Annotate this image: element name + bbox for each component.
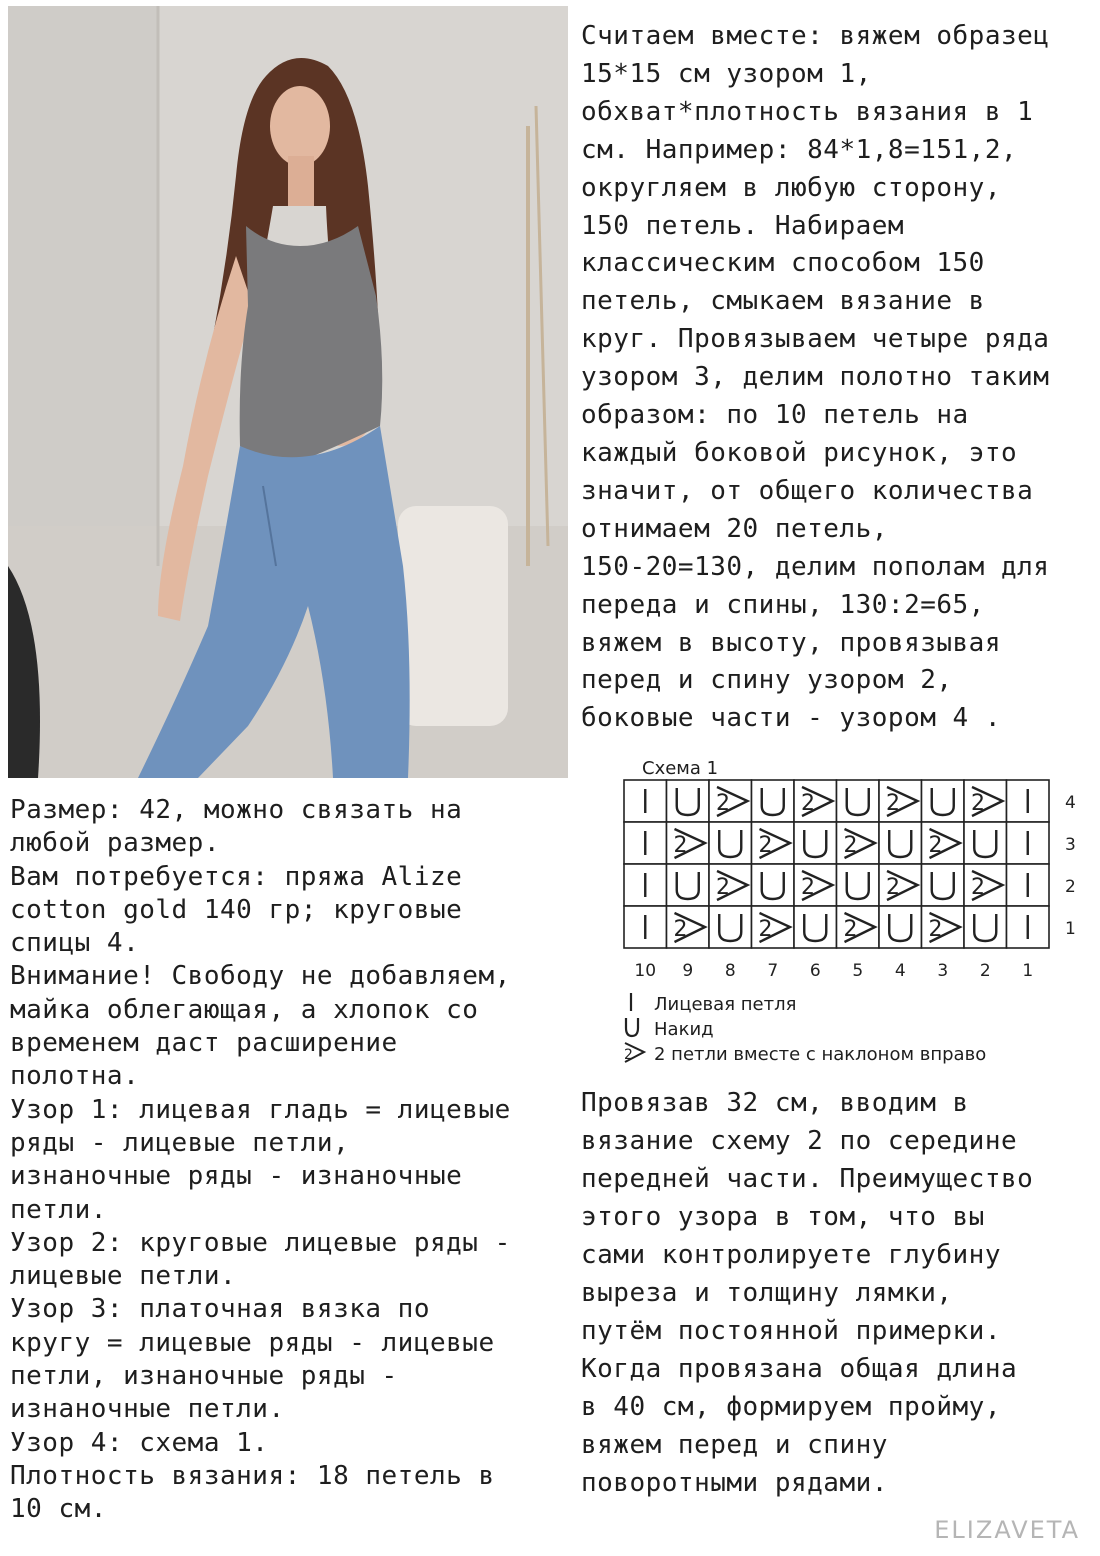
text-line: Плотность вязания: 18 петель в <box>10 1460 495 1491</box>
text-line: лицевые петли. <box>10 1261 237 1292</box>
text-line: ряды - лицевые петли, <box>10 1127 350 1158</box>
text-line: отнимаем 20 петель, <box>581 513 888 544</box>
text-line: Вам потребуется: пряжа Alize <box>10 861 463 892</box>
column-label: 8 <box>724 961 736 981</box>
text-line: вязание схему 2 по середине <box>581 1126 1018 1156</box>
text-line: путём постоянной примерки. <box>581 1316 1001 1346</box>
text-line: образом: по 10 петель на <box>581 400 969 431</box>
row-label: 1 <box>1065 919 1076 939</box>
svg-text:2: 2 <box>971 875 985 900</box>
text-line: см. Например: 84*1,8=151,2, <box>581 134 1018 165</box>
column-label: 10 <box>634 961 657 981</box>
text-line: 150-20=130, делим пополам для <box>581 551 1050 582</box>
text-line: петли. <box>10 1194 107 1225</box>
watermark: ELIZAVETA <box>934 1516 1080 1544</box>
text-line: боковые части - узором 4 . <box>581 703 1001 734</box>
knitting-chart <box>620 778 1080 988</box>
text-line: круг. Провязываем четыре ряда <box>581 324 1050 355</box>
text-line: округляем в любую сторону, <box>581 172 1001 203</box>
text-line: cotton gold 140 гр; круговые <box>10 894 463 925</box>
model-photo <box>8 6 568 778</box>
text-line: выреза и толщину лямки, <box>581 1278 953 1308</box>
knit-stitch-icon <box>622 990 648 1014</box>
text-line: этого узора в том, что вы <box>581 1202 985 1232</box>
text-line: майка облегающая, а хлопок со <box>10 994 479 1025</box>
text-line: классическим способом 150 <box>581 248 985 279</box>
legend-item <box>622 1017 986 1042</box>
text-line: 15*15 см узором 1, <box>581 58 872 89</box>
row-label: 3 <box>1065 835 1076 855</box>
text-line: полотна. <box>10 1061 140 1092</box>
text-line: Узор 1: лицевая гладь = лицевые <box>10 1094 511 1125</box>
svg-text:2: 2 <box>673 833 688 858</box>
svg-text:2: 2 <box>624 1047 633 1063</box>
text-line: петли, изнаночные ряды - <box>10 1361 398 1392</box>
text-line: Считаем вместе: вяжем образец <box>581 21 1050 51</box>
text-line: спицы 4. <box>10 928 140 959</box>
text-line: Когда провязана общая длина <box>581 1354 1018 1384</box>
text-line: Узор 4: схема 1. <box>10 1427 269 1458</box>
text-line: кругу = лицевые ряды - лицевые <box>10 1327 495 1358</box>
column-label: 9 <box>682 961 694 981</box>
chart-legend <box>622 992 986 1067</box>
column-label: 7 <box>767 961 779 981</box>
text-line: сами контролируете глубину <box>581 1240 1001 1270</box>
svg-text:2: 2 <box>673 917 688 942</box>
legend-item <box>622 992 986 1017</box>
schema-title: Схема 1 <box>642 758 719 779</box>
text-line: петель, смыкаем вязание в <box>581 286 985 317</box>
text-line: изнаночные петли. <box>10 1394 285 1425</box>
svg-text:2: 2 <box>886 875 900 900</box>
svg-text:2: 2 <box>886 791 900 816</box>
text-line: вяжем в высоту, провязывая <box>581 627 1001 658</box>
legend-item <box>622 1042 986 1067</box>
column-label: 5 <box>852 961 864 981</box>
legend-text: Накид <box>654 1019 714 1040</box>
text-line: переда и спины, 130:2=65, <box>581 589 985 620</box>
column-label: 1 <box>1022 961 1034 981</box>
text-line: Узор 3: платочная вязка по <box>10 1294 430 1325</box>
text-line: 150 петель. Набираем <box>581 210 905 241</box>
materials-text <box>10 794 511 1527</box>
svg-text:2: 2 <box>801 875 815 900</box>
k2tog-right-icon <box>622 1040 648 1064</box>
column-label: 6 <box>809 961 821 981</box>
svg-text:2: 2 <box>801 791 815 816</box>
text-line: передней части. Преимущество <box>581 1164 1034 1194</box>
text-line: перед и спину узором 2, <box>581 665 953 696</box>
text-line: узором 3, делим полотно таким <box>581 362 1050 393</box>
svg-text:2: 2 <box>758 833 773 858</box>
text-line: поворотными рядами. <box>581 1468 888 1498</box>
text-line: 10 см. <box>10 1494 107 1525</box>
text-line: обхват*плотность вязания в 1 <box>581 96 1034 127</box>
column-label: 4 <box>894 961 906 981</box>
text-line: вяжем перед и спину <box>581 1430 888 1460</box>
svg-text:2: 2 <box>716 875 730 900</box>
text-line: каждый боковой рисунок, это <box>581 437 1018 468</box>
svg-text:2: 2 <box>716 791 730 816</box>
svg-text:2: 2 <box>843 833 858 858</box>
text-line: Узор 2: круговые лицевые ряды - <box>10 1227 511 1258</box>
continuation-text <box>581 1084 1033 1502</box>
text-line: Внимание! Свободу не добавляем, <box>10 961 511 992</box>
column-label: 3 <box>937 961 949 981</box>
svg-text:2: 2 <box>758 917 773 942</box>
text-line: изнаночные ряды - изнаночные <box>10 1161 463 1192</box>
column-label: 2 <box>979 961 991 981</box>
text-line: временем даст расширение <box>10 1028 398 1059</box>
svg-text:2: 2 <box>971 791 985 816</box>
svg-text:2: 2 <box>928 833 943 858</box>
row-label: 2 <box>1065 877 1076 897</box>
svg-text:2: 2 <box>928 917 943 942</box>
row-label: 4 <box>1065 793 1076 813</box>
legend-text: 2 петли вместе с наклоном вправо <box>654 1044 987 1065</box>
text-line: значит, от общего количества <box>581 475 1034 506</box>
legend-text: Лицевая петля <box>654 994 797 1015</box>
yarn-over-icon <box>622 1015 648 1039</box>
text-line: Размер: 42, можно связать на <box>10 795 463 825</box>
text-line: любой размер. <box>10 828 220 859</box>
intro-text <box>581 18 1049 738</box>
text-line: в 40 см, формируем пройму, <box>581 1392 1001 1422</box>
text-line: Провязав 32 см, вводим в <box>581 1088 969 1118</box>
svg-text:2: 2 <box>843 917 858 942</box>
